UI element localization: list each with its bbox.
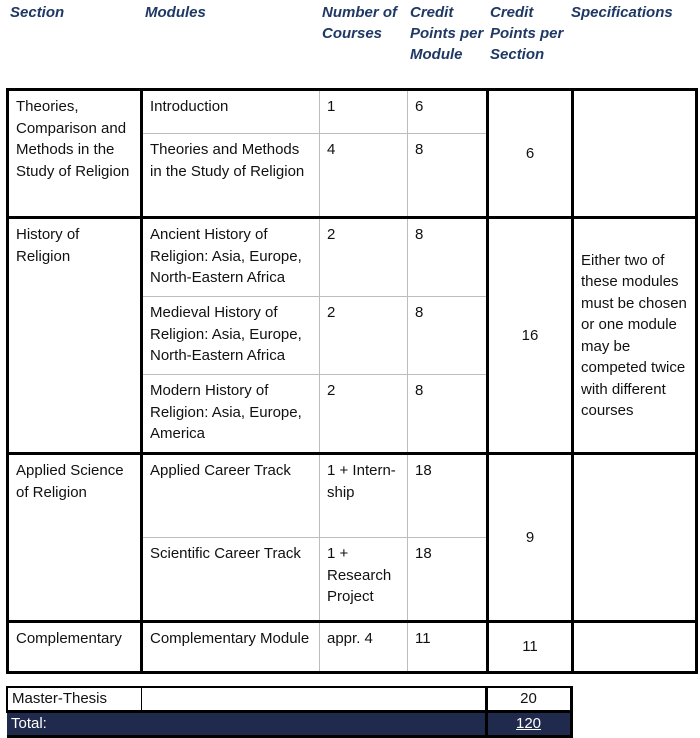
module-cell: Introduction [142, 90, 320, 134]
section-group-applied [8, 454, 697, 622]
courses-cell: 4 [320, 134, 408, 218]
master-thesis-cp: 20 [486, 687, 571, 712]
courses-cell: 2 [320, 218, 408, 297]
courses-cell: 1 [320, 90, 408, 134]
section-cell: Theories, Comparison and Methods in the Study of Religion [8, 90, 142, 218]
cp-module-cell: 8 [408, 297, 488, 375]
cp-section-cell: 6 [488, 90, 573, 218]
table-row [8, 454, 697, 538]
courses-cell: 1 + Intern-ship [320, 454, 408, 538]
table-row [8, 218, 697, 297]
cp-section-cell: 16 [488, 218, 573, 454]
module-cell: Theories and Methods in the Study of Religion [142, 134, 320, 218]
cp-module-cell: 8 [408, 218, 488, 297]
cp-module-cell: 6 [408, 90, 488, 134]
spec-cell: Either two of these modules must be chosen or one module may be competed twice with different courses [573, 218, 697, 454]
spec-cell [573, 622, 697, 673]
cp-section-cell: 11 [488, 622, 573, 673]
table-row [8, 622, 697, 673]
courses-cell: appr. 4 [320, 622, 408, 673]
header-modules: Modules [145, 4, 206, 21]
section-group-complementary [8, 622, 697, 673]
module-cell: Scientific Career Track [142, 538, 320, 622]
cp-module-cell: 11 [408, 622, 488, 673]
section-cell: Complementary [8, 622, 142, 673]
header-credit-points-per-module: Credit Points per Module [410, 4, 484, 63]
module-cell: Modern History of Religion: Asia, Europe, America [142, 375, 320, 454]
header-section: Section [10, 4, 65, 21]
module-cell: Applied Career Track [142, 454, 320, 538]
section-cell: Applied Science of Religion [8, 454, 142, 622]
header-specifications: Specifications [571, 4, 673, 21]
section-group-theories [8, 90, 697, 218]
spec-cell [573, 454, 697, 622]
cp-module-cell: 18 [408, 454, 488, 538]
courses-cell: 2 [320, 297, 408, 375]
master-thesis-label: Master-Thesis [7, 687, 141, 712]
cp-module-cell: 18 [408, 538, 488, 622]
header-credit-points-per-section: Credit Points per Section [490, 4, 564, 63]
master-thesis-row [7, 687, 571, 712]
total-label: Total: [7, 712, 141, 737]
header-number-of-courses: Number of Courses [322, 4, 397, 42]
table-row [8, 90, 697, 134]
cp-module-cell: 8 [408, 134, 488, 218]
curriculum-table [6, 88, 698, 674]
section-cell: History of Religion [8, 218, 142, 454]
spec-cell [573, 90, 697, 218]
module-cell: Ancient History of Religion: Asia, Europe, North-Eastern Africa [142, 218, 320, 297]
courses-cell: 2 [320, 375, 408, 454]
module-cell: Complementary Module [142, 622, 320, 673]
courses-cell: 1 + Research Project [320, 538, 408, 622]
totals-table [6, 686, 573, 738]
section-group-history [8, 218, 697, 454]
total-spacer [141, 712, 486, 737]
module-cell: Medieval History of Religion: Asia, Europe, North-Eastern Africa [142, 297, 320, 375]
total-row [7, 712, 571, 737]
total-cp: 120 [486, 712, 571, 737]
cp-section-cell: 9 [488, 454, 573, 622]
cp-module-cell: 8 [408, 375, 488, 454]
master-thesis-spacer [141, 687, 486, 712]
